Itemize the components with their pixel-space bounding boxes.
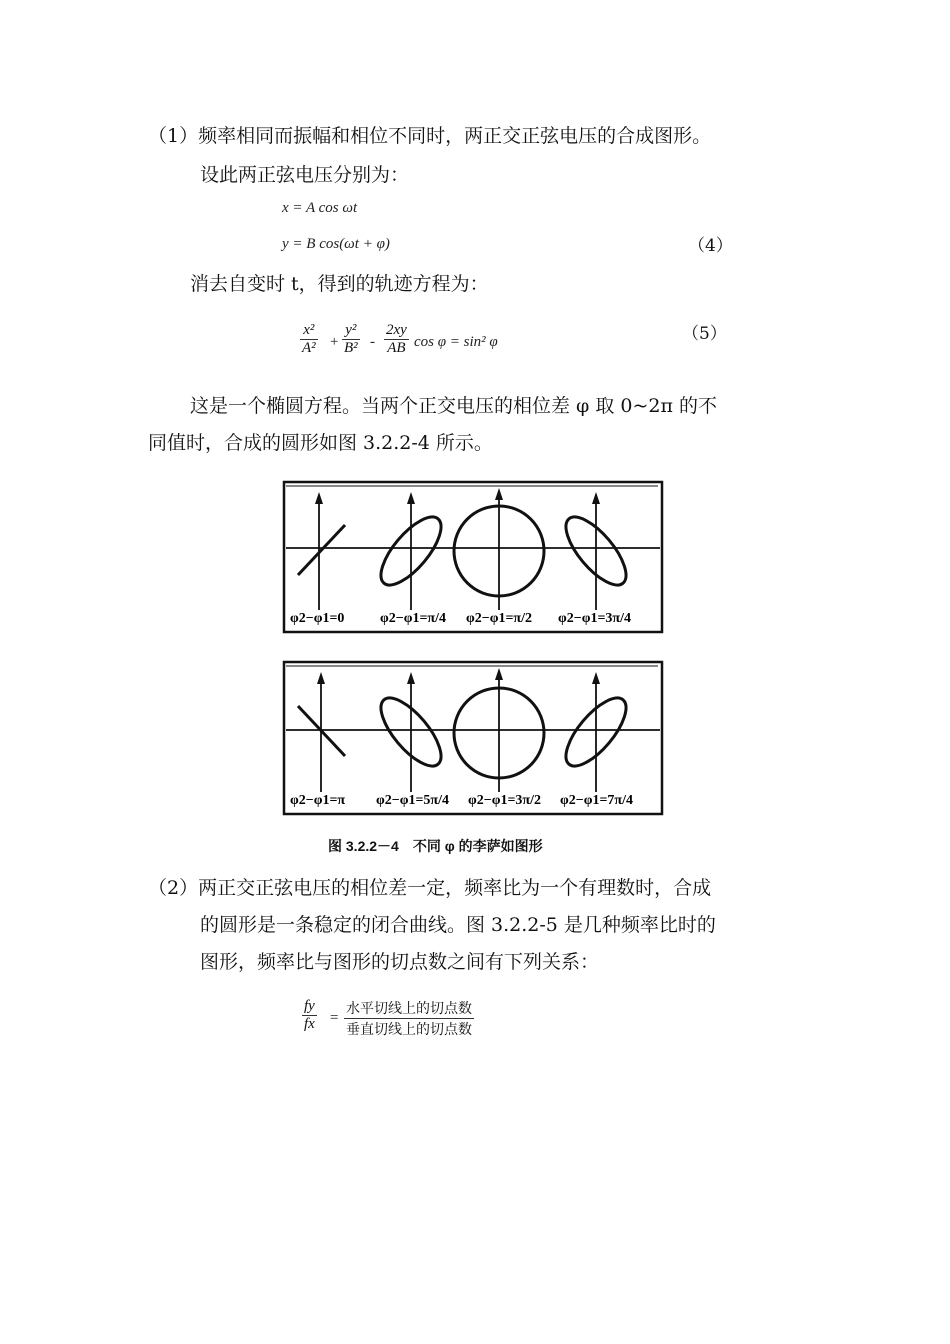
- ellipse-para-line1: 这是一个椭圆方程。当两个正交电压的相位差 φ 取 0~2π 的不: [190, 395, 718, 417]
- eq5-term3-den: AB: [384, 339, 409, 357]
- eq5-term1-den: A²: [302, 340, 316, 356]
- phase-label: φ2−φ1=π/2: [466, 611, 532, 626]
- lissajous-panel-row2: [282, 660, 664, 816]
- item2-line3: 图形，频率比与图形的切点数之间有下列关系：: [200, 951, 600, 973]
- eq6-equals: =: [330, 1010, 339, 1026]
- ellipse-para-line2: 同值时，合成的圆形如图 3.2.2-4 所示。: [148, 432, 493, 454]
- eq6-rhs: [344, 998, 474, 1039]
- eq5-term3-num: 2xy: [386, 322, 407, 338]
- eq5-rhs: cos φ = sin² φ: [414, 334, 498, 350]
- item1-line2: 设此两正弦电压分别为：: [200, 164, 410, 186]
- eq6-lhs: [302, 998, 317, 1033]
- eq6-lhs-num: fy: [304, 998, 315, 1014]
- eq6-rhs-den: 垂直切线上的切点数: [344, 1018, 474, 1039]
- figure-caption: 图 3.2.2－4 不同 φ 的李萨如图形: [328, 838, 543, 854]
- eq6-rhs-num: 水平切线上的切点数: [346, 1001, 472, 1017]
- eq5-term1: [300, 322, 318, 357]
- phase-label: φ2−φ1=3π/4: [558, 611, 631, 626]
- item1-line1: （1）频率相同而振幅和相位不同时，两正交正弦电压的合成图形。: [148, 125, 712, 147]
- phase-label: φ2−φ1=π: [290, 793, 346, 808]
- equation-y: y = B cos(ωt + φ): [282, 236, 390, 252]
- equation-x: x = A cos ωt: [282, 200, 358, 216]
- eq6-lhs-den: fx: [304, 1016, 315, 1032]
- eq5-plus: +: [330, 334, 339, 350]
- eq5-term1-num: x²: [303, 322, 315, 338]
- eliminate-text: 消去自变时 t，得到的轨迹方程为：: [190, 273, 489, 295]
- phase-label: φ2−φ1=0: [290, 611, 345, 626]
- item2-line1: （2）两正交正弦电压的相位差一定，频率比为一个有理数时，合成: [148, 877, 712, 899]
- eq5-minus: -: [370, 334, 375, 350]
- equation-number-4: （4）: [688, 236, 733, 256]
- eq5-term2: [342, 322, 360, 357]
- eq5-term3: [384, 322, 409, 357]
- item2-line2: 的圆形是一条稳定的闭合曲线。图 3.2.2-5 是几种频率比时的: [200, 914, 716, 936]
- phase-label: φ2−φ1=7π/4: [560, 793, 633, 808]
- phase-label: φ2−φ1=5π/4: [376, 793, 449, 808]
- eq5-term2-num: y²: [345, 322, 357, 338]
- phase-label: φ2−φ1=π/4: [380, 611, 446, 626]
- lissajous-panel-row1: [282, 480, 664, 634]
- equation-number-5: （5）: [682, 324, 727, 344]
- eq5-term2-den: B²: [344, 340, 358, 356]
- phase-label: φ2−φ1=3π/2: [468, 793, 541, 808]
